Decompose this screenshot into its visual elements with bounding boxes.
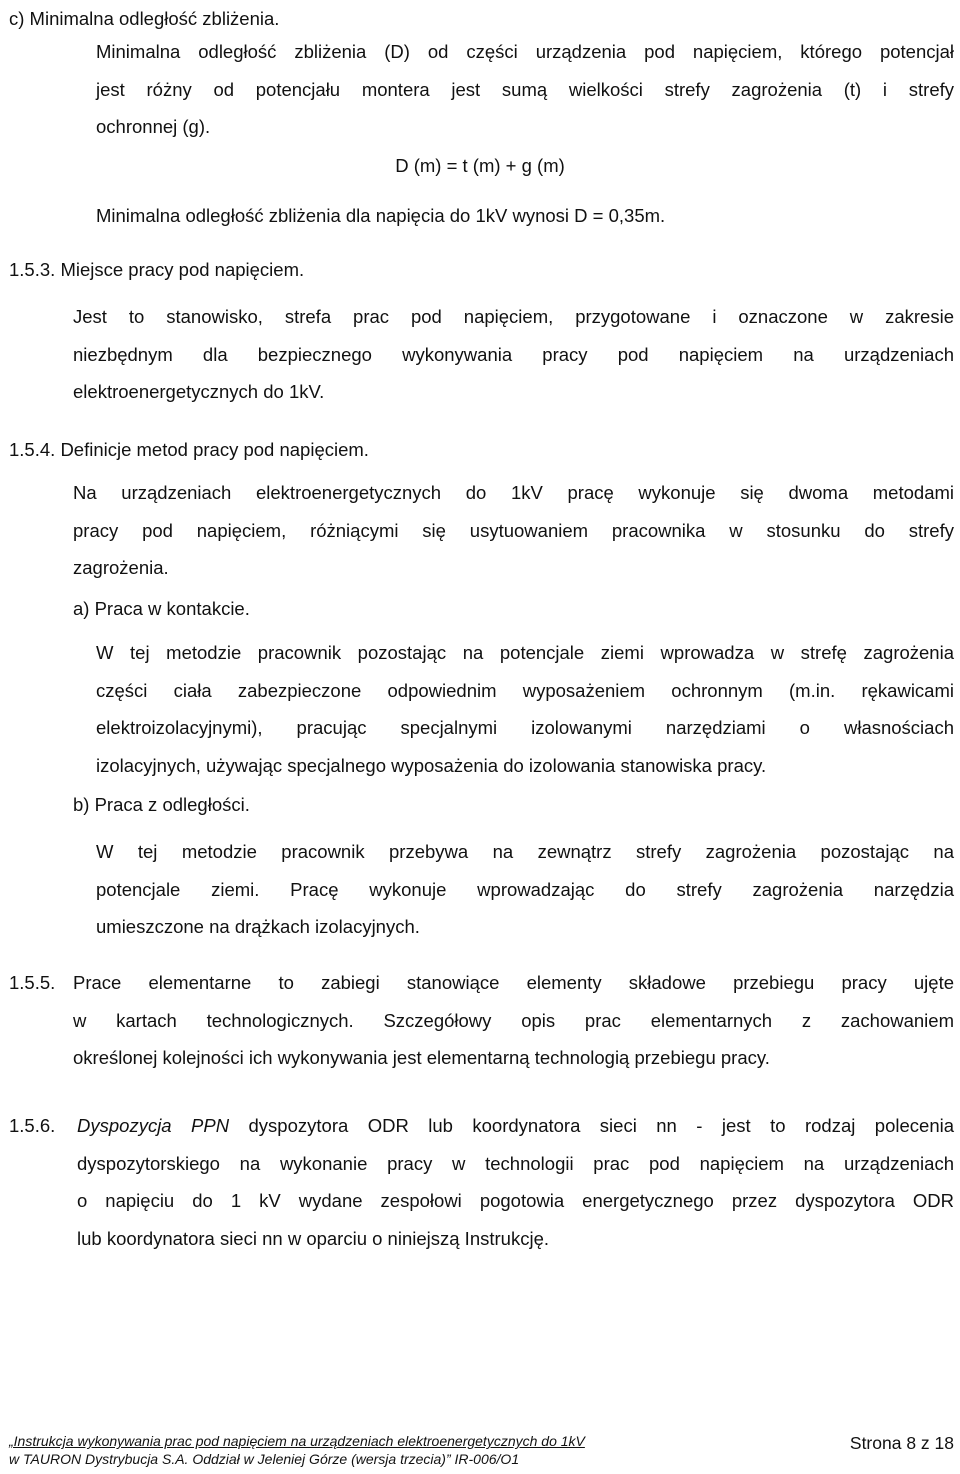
text-line: ochronnej (g). [96,116,211,137]
term-dyspozycja-ppn: Dyspozycja PPN [77,1115,230,1136]
paragraph-b [96,833,954,946]
text-line: Na urządzeniach elektroenergetycznych do 1kV pracę wykonuje się dwoma metodami [73,482,954,503]
text-line: części ciała zabezpieczone odpowiednim wyposażeniem ochronnym (m.in. rękawicami [96,679,954,701]
text-line: zagrożenia. [73,557,169,578]
formula: D (m) = t (m) + g (m) [395,155,565,176]
subheading-a: a) Praca w kontakcie. [73,598,250,619]
text-line: W tej metodzie pracownik przebywa na zewnątrz strefy zagrożenia pozostając na [96,841,954,862]
paragraph-1-5-4 [73,474,954,587]
paragraph-1-5-5 [73,964,954,1077]
page-footer [9,1432,954,1468]
paragraph-1-5-6 [77,1107,954,1257]
text-line: Minimalna odległość zbliżenia (D) od części urządzenia pod napięciem, którego potencjał [96,41,954,62]
text-line: określonej kolejności ich wykonywania jest elementarną technologią przebiegu pracy. [73,1047,770,1068]
subheading-b: b) Praca z odległości. [73,794,250,815]
text-line: potencjale ziemi. Pracę wykonuje wprowadzając do strefy zagrożenia narzędzia [96,878,954,900]
text-line: Jest to stanowisko, strefa prac pod napięciem, przygotowane i oznaczone w zakresie [73,306,954,327]
section-number-1-5-5: 1.5.5. [9,972,56,993]
text-line: izolacyjnych, używając specjalnego wyposażenia do izolowania stanowiska pracy. [96,754,767,776]
distance-note: Minimalna odległość zbliżenia dla napięcia do 1kV wynosi D = 0,35m. [96,205,666,226]
section-title: Miejsce pracy pod napięciem. [60,259,305,280]
page-number: Strona 8 z 18 [849,1433,954,1453]
section-number: 1.5.4. [9,439,56,460]
text-line: W tej metodzie pracownik pozostając na potencjale ziemi wprowadza w strefę zagrożenia [96,642,954,663]
text-line: Prace elementarne to zabiegi stanowiące elementy składowe przebiegu pracy ujęte [73,972,954,993]
text-line: w kartach technologicznych. Szczegółowy opis prac elementarnych z zachowaniem [73,1009,954,1031]
section-1-5-3-heading [9,251,304,289]
paragraph-c [96,33,954,146]
text-line: elektroenergetycznych do 1kV. [73,381,325,402]
section-number: 1.5.3. [9,259,56,280]
heading-c: c) Minimalna odległość zbliżenia. [9,8,280,29]
text-line [77,1107,954,1145]
text-line: pracy pod napięciem, różniącymi się usytuowaniem pracownika w stosunku do strefy [73,519,954,541]
text-line: lub koordynatora sieci nn w oparciu o niniejszą Instrukcję. [77,1227,549,1249]
text-line: elektroizolacyjnymi), pracując specjalnymi izolowanymi narzędziami o własnościach [96,717,954,738]
text-line: o napięciu do 1 kV wydane zespołowi pogotowia energetycznego przez dyspozytora ODR [77,1190,954,1211]
section-1-5-4-heading [9,431,369,469]
text-line: niezbędnym dla bezpiecznego wykonywania pracy pod napięciem na urządzeniach [73,343,954,365]
text-fragment: dyspozytora ODR lub koordynatora sieci nn - jest to rodzaj polecenia [229,1115,955,1136]
paragraph-1-5-3 [73,298,954,411]
section-title: Definicje metod pracy pod napięciem. [60,439,369,460]
footer-title-line-2: w TAURON Dystrybucja S.A. Oddział w Jeleniej Górze (wersja trzecia)” IR-006/O1 [9,1451,520,1467]
text-line: dyspozytorskiego na wykonanie pracy w technologii prac pod napięciem na urządzeniach [77,1152,954,1174]
section-number-1-5-6: 1.5.6. [9,1115,56,1136]
paragraph-a [96,634,954,784]
text-line: jest różny od potencjału montera jest sumą wielkości strefy zagrożenia (t) i strefy [96,78,954,100]
footer-title-line-1: „Instrukcja wykonywania prac pod napięciem na urządzeniach elektroenergetycznych do 1kV [9,1433,585,1449]
text-line: umieszczone na drążkach izolacyjnych. [96,916,420,937]
